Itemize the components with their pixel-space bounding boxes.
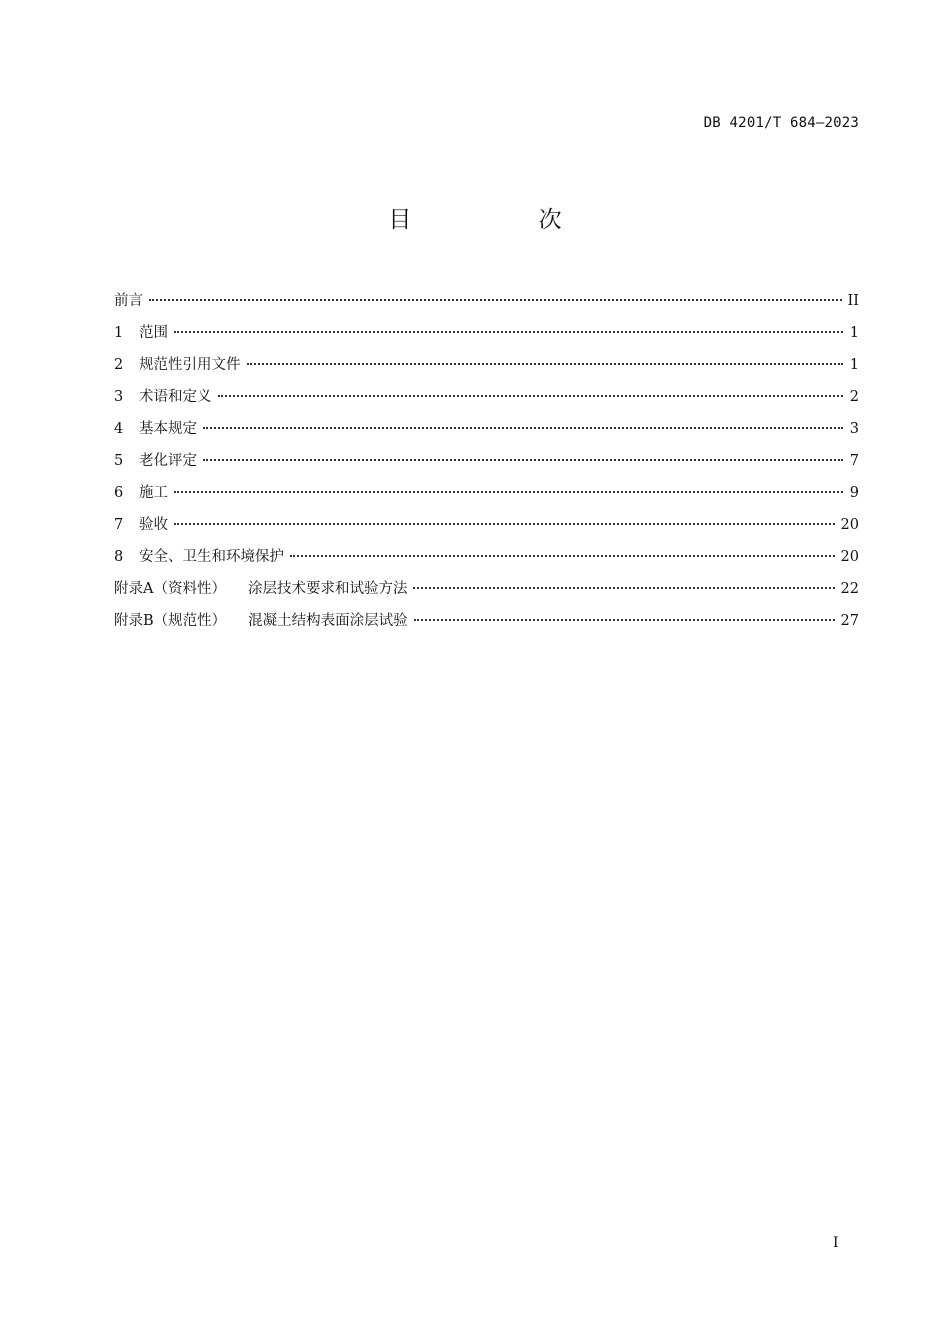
toc-entry-label: 基本规定 xyxy=(139,421,197,437)
toc-entry-label: 规范性引用文件 xyxy=(139,357,241,373)
toc-entry-number: 1 xyxy=(114,325,124,341)
page-number: I xyxy=(833,1235,839,1251)
toc-entry-8[interactable] xyxy=(114,541,859,573)
document-code: DB 4201/T 684—2023 xyxy=(703,115,859,131)
toc-entry-label: 前言 xyxy=(114,293,143,309)
toc-entry-1[interactable] xyxy=(114,317,859,349)
toc-entry-page: 7 xyxy=(849,453,859,469)
toc-dot-leader xyxy=(413,587,834,589)
toc-entry-prefix: 附录A（资料性） xyxy=(114,581,226,597)
toc-entry-4[interactable] xyxy=(114,413,859,445)
toc-dot-leader xyxy=(218,395,844,397)
toc-entry-number: 5 xyxy=(114,453,124,469)
toc-entry-number: 2 xyxy=(114,357,124,373)
toc-entry-page: 27 xyxy=(840,613,859,629)
toc-entry-label: 验收 xyxy=(139,517,168,533)
toc-entry-appendix-b[interactable] xyxy=(114,605,859,637)
toc-dot-leader xyxy=(174,523,835,525)
toc-dot-leader xyxy=(247,363,844,365)
toc-dot-leader xyxy=(174,491,843,493)
toc-entry-page: 1 xyxy=(849,325,859,341)
toc-dot-leader xyxy=(174,331,843,333)
toc-entry-appendix-a[interactable] xyxy=(114,573,859,605)
toc-entry-6[interactable] xyxy=(114,477,859,509)
toc-entry-3[interactable] xyxy=(114,381,859,413)
toc-entry-number: 4 xyxy=(114,421,124,437)
toc-entry-label: 老化评定 xyxy=(139,453,197,469)
toc-entry-prefix: 附录B（规范性） xyxy=(114,613,227,629)
toc-entry-7[interactable] xyxy=(114,509,859,541)
toc-entry-label: 混凝土结构表面涂层试验 xyxy=(248,613,408,629)
toc-entry-foreword[interactable] xyxy=(114,285,859,317)
toc-entry-page: II xyxy=(847,293,859,309)
toc-entry-label: 施工 xyxy=(139,485,168,501)
toc-entry-2[interactable] xyxy=(114,349,859,381)
table-of-contents xyxy=(114,285,859,637)
toc-entry-page: 22 xyxy=(840,581,859,597)
toc-entry-page: 3 xyxy=(849,421,859,437)
toc-entry-label: 范围 xyxy=(139,325,168,341)
toc-entry-5[interactable] xyxy=(114,445,859,477)
toc-entry-label: 安全、卫生和环境保护 xyxy=(139,549,284,565)
toc-dot-leader xyxy=(290,555,835,557)
toc-entry-page: 1 xyxy=(849,357,859,373)
toc-entry-page: 20 xyxy=(840,517,859,533)
toc-title: 目 次 xyxy=(388,207,622,233)
toc-dot-leader xyxy=(203,427,843,429)
toc-dot-leader xyxy=(414,619,835,621)
toc-entry-page: 9 xyxy=(849,485,859,501)
toc-dot-leader xyxy=(149,299,842,301)
toc-entry-page: 2 xyxy=(849,389,859,405)
toc-entry-number: 6 xyxy=(114,485,124,501)
toc-entry-label: 术语和定义 xyxy=(139,389,212,405)
toc-entry-label: 涂层技术要求和试验方法 xyxy=(247,581,408,597)
toc-entry-number: 8 xyxy=(114,549,124,565)
toc-entry-number: 3 xyxy=(114,389,124,405)
toc-entry-number: 7 xyxy=(114,517,124,533)
toc-entry-page: 20 xyxy=(840,549,859,565)
toc-dot-leader xyxy=(203,459,843,461)
